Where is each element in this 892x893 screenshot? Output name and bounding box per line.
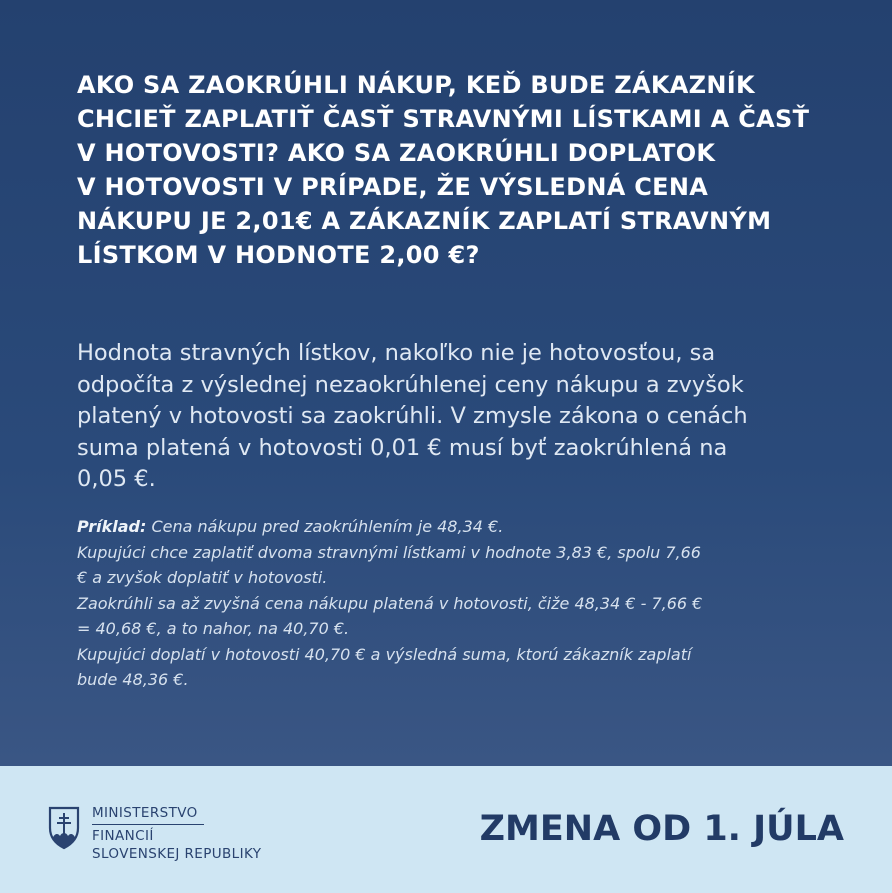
example-line: = 40,68 €, a to nahor, na 40,70 €. [77, 619, 350, 638]
question-line: NÁKUPU JE 2,01€ A ZÁKAZNÍK ZAPLATÍ STRAVNÝM [77, 207, 772, 235]
question-line: CHCIEŤ ZAPLATIŤ ČASŤ STRAVNÝMI LÍSTKAMI A ČASŤ [77, 105, 810, 133]
ministry-line: SLOVENSKEJ REPUBLIKY [92, 846, 262, 862]
example-label: Príklad: [77, 517, 147, 536]
ministry-line: FINANCIÍ [92, 828, 154, 844]
example-block [77, 514, 817, 693]
example-line: Kupujúci chce zaplatiť dvoma stravnými lístkami v hodnote 3,83 €, spolu 7,66 [77, 542, 701, 562]
ministry-line: MINISTERSTVO [92, 804, 204, 825]
question-heading [77, 68, 827, 272]
example-line: Zaokrúhli sa až zvyšná cena nákupu platená v hotovosti, čiže 48,34 € - 7,66 € [77, 593, 703, 613]
example-line: € a zvyšok doplatiť v hotovosti. [77, 568, 328, 587]
answer-line: odpočíta z výslednej nezaokrúhlenej ceny nákupu a zvyšok [77, 371, 744, 398]
answer-line: platený v hotovosti sa zaokrúhli. V zmysle zákona o cenách [77, 403, 748, 429]
example-line: Kupujúci doplatí v hotovosti 40,70 € a výsledná suma, ktorú zákazník zaplatí [77, 644, 692, 664]
example-line: bude 48,36 €. [77, 670, 189, 689]
answer-line: 0,05 €. [77, 466, 156, 492]
question-line: LÍSTKOM V HODNOTE 2,00 €? [77, 241, 480, 269]
example-first-line [77, 514, 817, 540]
question-line: V HOTOVOSTI? AKO SA ZAOKRÚHLI DOPLATOK [77, 139, 716, 167]
question-line: AKO SA ZAOKRÚHLI NÁKUP, KEĎ BUDE ZÁKAZNÍK [77, 71, 755, 99]
answer-paragraph [77, 338, 817, 496]
ministry-name [92, 804, 312, 863]
change-date-headline: ZMENA OD 1. JÚLA [479, 809, 844, 849]
example-text: Cena nákupu pred zaokrúhlením je 48,34 €. [146, 517, 504, 536]
answer-line: suma platená v hotovosti 0,01 € musí byť zaokrúhlená na [77, 434, 728, 461]
answer-line: Hodnota stravných lístkov, nakoľko nie je hotovosťou, sa [77, 340, 716, 366]
question-line: V HOTOVOSTI V PRÍPADE, ŽE VÝSLEDNÁ CENA [77, 173, 709, 201]
slovak-coat-of-arms-icon [48, 806, 80, 850]
